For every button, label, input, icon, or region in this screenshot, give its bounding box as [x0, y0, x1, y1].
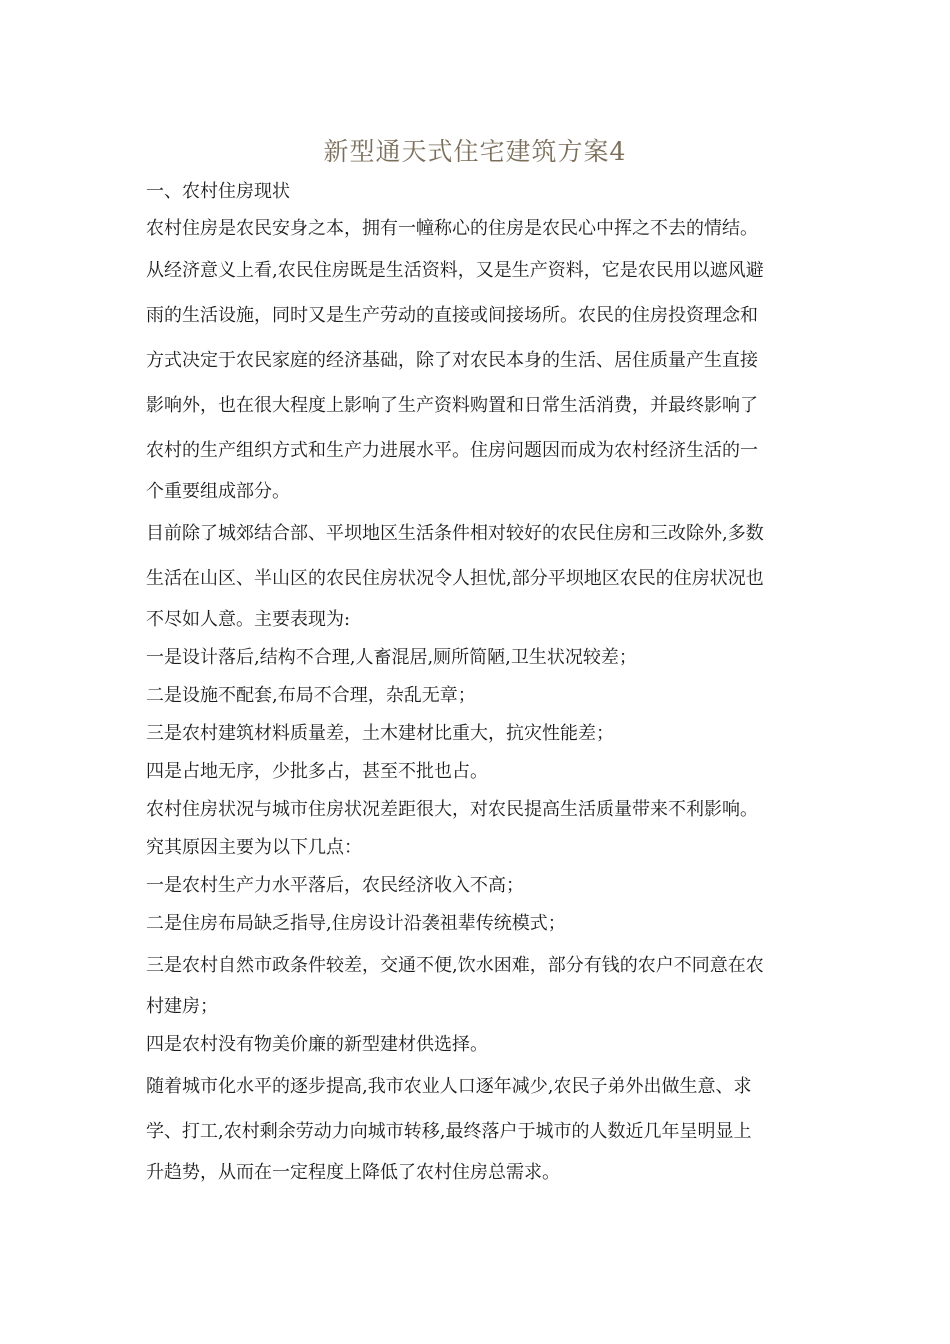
text-line: 村建房； [146, 996, 218, 1017]
text-line: 目前除了城郊结合部、平坝地区生活条件相对较好的农民住房和三改除外,多数 [146, 523, 764, 544]
text-line: 从经济意义上看,农民住房既是生活资料，又是生产资料，它是农民用以遮风避 [146, 260, 764, 281]
text-line: 三是农村自然市政条件较差，交通不便,饮水困难，部分有钱的农户不同意在农 [146, 955, 764, 976]
text-line: 方式决定于农民家庭的经济基础，除了对农民本身的生活、居住质量产生直接 [146, 350, 758, 371]
section-heading: 一、农村住房现状 [146, 181, 290, 202]
text-line: 农村的生产组织方式和生产力进展水平。住房问题因而成为农村经济生活的一 [146, 440, 758, 461]
text-line: 农村住房状况与城市住房状况差距很大，对农民提高生活质量带来不利影响。 [146, 799, 758, 820]
text-line: 雨的生活设施，同时又是生产劳动的直接或间接场所。农民的住房投资理念和 [146, 305, 758, 326]
text-line: 农村住房是农民安身之本，拥有一幢称心的住房是农民心中挥之不去的情结。 [146, 218, 758, 239]
text-line: 个重要组成部分。 [146, 481, 290, 502]
text-line: 生活在山区、半山区的农民住房状况令人担忧,部分平坝地区农民的住房状况也 [146, 568, 764, 589]
text-line: 四是农村没有物美价廉的新型建材供选择。 [146, 1034, 488, 1055]
text-line: 不尽如人意。主要表现为: [146, 609, 351, 630]
text-line: 一是设计落后,结构不合理,人畜混居,厕所简陋,卫生状况较差； [146, 647, 637, 668]
text-line: 随着城市化水平的逐步提高,我市农业人口逐年减少,农民子弟外出做生意、求 [146, 1076, 752, 1097]
document-body [146, 174, 812, 1192]
text-line: 二是设施不配套,布局不合理，杂乱无章； [146, 685, 476, 706]
text-line: 学、打工,农村剩余劳动力向城市转移,最终落户于城市的人数近几年呈明显上 [146, 1121, 752, 1142]
text-line: 影响外，也在很大程度上影响了生产资料购置和日常生活消费，并最终影响了 [146, 395, 758, 416]
text-line: 四是占地无序，少批多占，甚至不批也占。 [146, 761, 488, 782]
text-line: 二是住房布局缺乏指导,住房设计沿袭祖辈传统模式； [146, 913, 566, 934]
text-line: 究其原因主要为以下几点： [146, 837, 362, 858]
text-line: 升趋势，从而在一定程度上降低了农村住房总需求。 [146, 1162, 560, 1183]
text-line: 三是农村建筑材料质量差，土木建材比重大，抗灾性能差； [146, 723, 614, 744]
text-line: 一是农村生产力水平落后，农民经济收入不高； [146, 875, 524, 896]
document-title: 新型通天式住宅建筑方案4 [323, 137, 627, 166]
